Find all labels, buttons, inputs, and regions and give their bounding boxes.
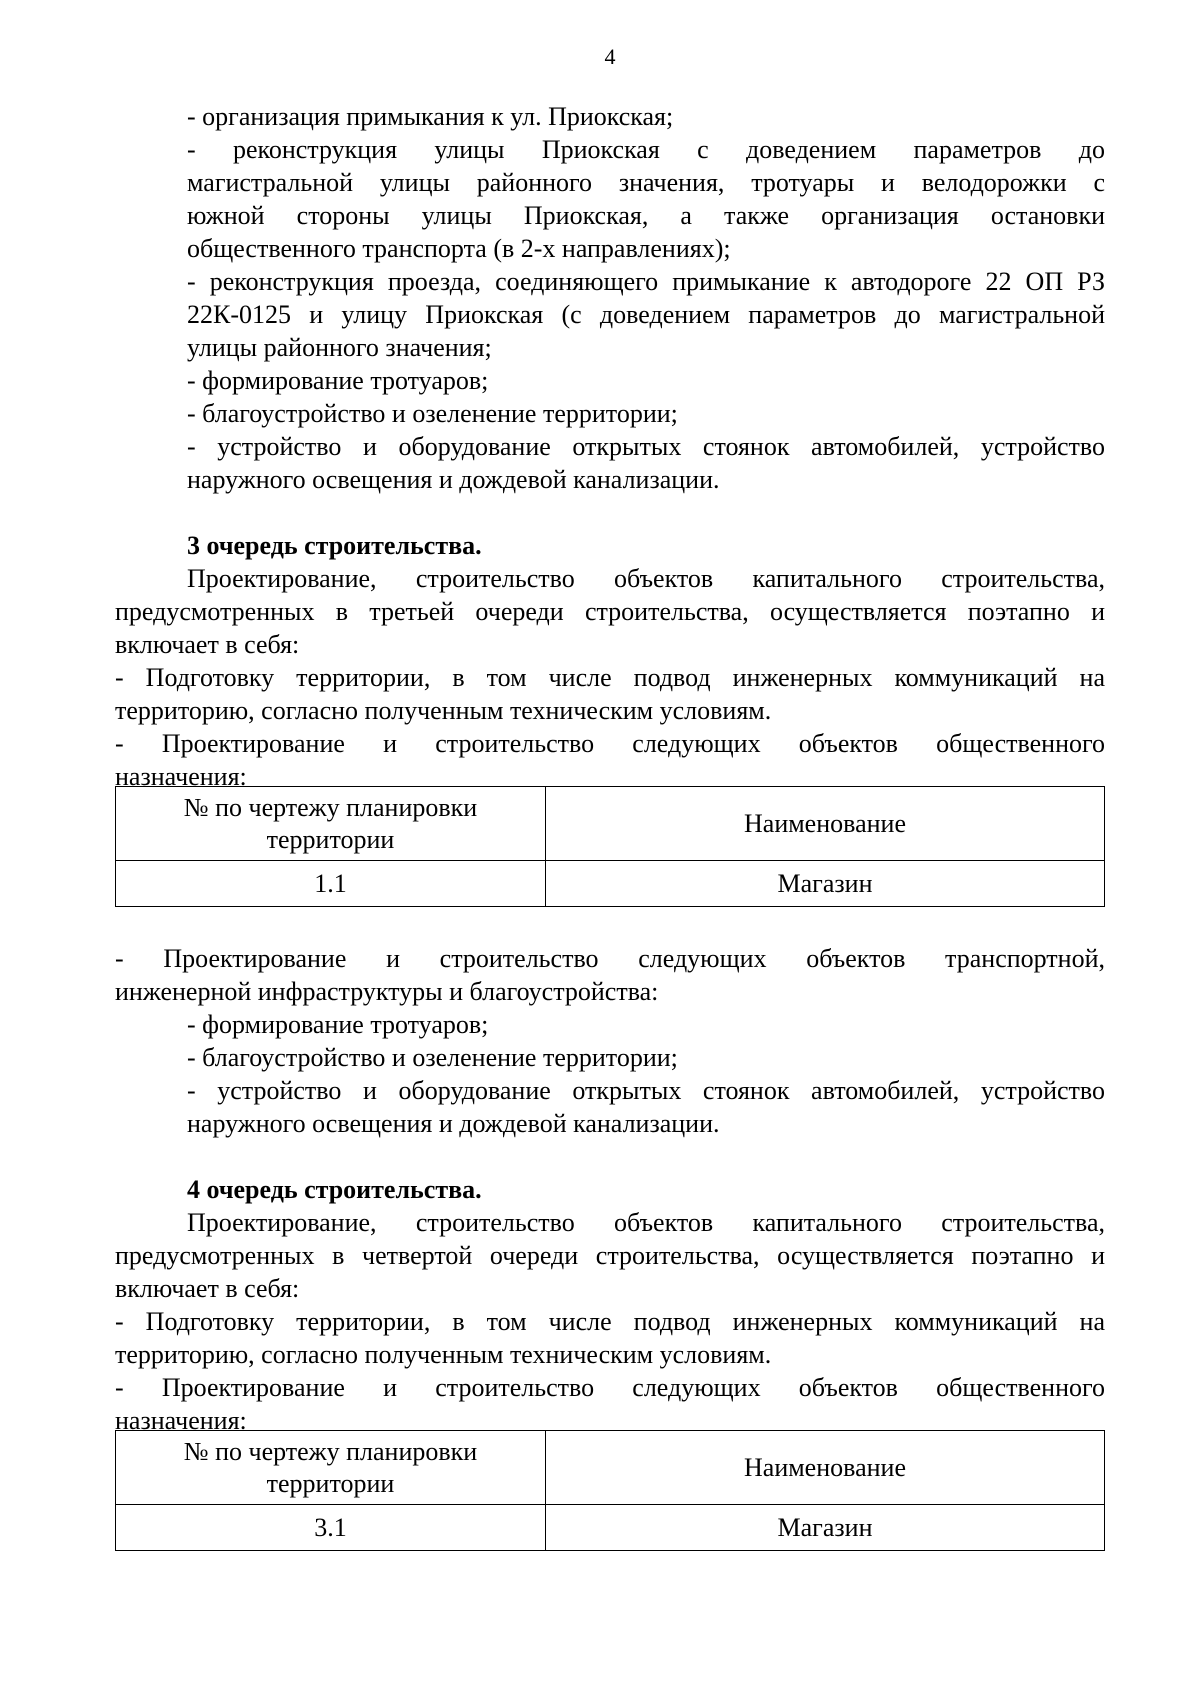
text-line: Проектирование, строительство объектов капитального строительства, bbox=[187, 1208, 1105, 1237]
table-cell: 3.1 bbox=[116, 1505, 546, 1551]
text-line: включает в себя: bbox=[115, 630, 300, 659]
table-header-cell: Наименование bbox=[546, 1431, 1105, 1505]
section-heading: 3 очередь строительства. bbox=[187, 531, 482, 560]
page-number: 4 bbox=[604, 44, 616, 69]
text-line: назначения: bbox=[115, 1406, 247, 1435]
table-header-row bbox=[116, 787, 1105, 861]
table-header-cell: № по чертежу планировки территории bbox=[116, 787, 546, 861]
text-line: - организация примыкания к ул. Приокская; bbox=[187, 102, 674, 131]
table-row bbox=[116, 1505, 1105, 1551]
text-line: - Проектирование и строительство следующих объектов транспортной, bbox=[115, 944, 1105, 973]
text-line: общественного транспорта (в 2-х направлениях); bbox=[187, 234, 731, 263]
table-header-row bbox=[116, 1431, 1105, 1505]
text-line: территорию, согласно полученным техническим условиям. bbox=[115, 1340, 772, 1369]
text-line: назначения: bbox=[115, 762, 247, 791]
text-line: территорию, согласно полученным техническим условиям. bbox=[115, 696, 772, 725]
text-line: инженерной инфраструктуры и благоустройства: bbox=[115, 977, 659, 1006]
text-line: наружного освещения и дождевой канализации. bbox=[187, 465, 720, 494]
text-line: - формирование тротуаров; bbox=[187, 366, 489, 395]
text-line: предусмотренных в третьей очереди строительства, осуществляется поэтапно и bbox=[115, 597, 1105, 626]
text-line: - реконструкция улицы Приокская с доведением параметров до bbox=[187, 135, 1105, 164]
objects-table-1 bbox=[115, 786, 1105, 907]
text-line: южной стороны улицы Приокская, а также организация остановки bbox=[187, 201, 1105, 230]
objects-table-2 bbox=[115, 1430, 1105, 1551]
table-row bbox=[116, 861, 1105, 907]
section-heading: 4 очередь строительства. bbox=[187, 1175, 482, 1204]
text-line: магистральной улицы районного значения, тротуары и велодорожки с bbox=[187, 168, 1105, 197]
text-line: - устройство и оборудование открытых стоянок автомобилей, устройство bbox=[187, 432, 1105, 461]
text-line: - Проектирование и строительство следующих объектов общественного bbox=[115, 729, 1105, 758]
text-line: - реконструкция проезда, соединяющего примыкание к автодороге 22 ОП РЗ bbox=[187, 267, 1105, 296]
table-cell: Магазин bbox=[546, 861, 1105, 907]
text-line: - Проектирование и строительство следующих объектов общественного bbox=[115, 1373, 1105, 1402]
text-line: - формирование тротуаров; bbox=[187, 1010, 489, 1039]
text-line: - благоустройство и озеленение территории; bbox=[187, 399, 678, 428]
text-line: - благоустройство и озеленение территории; bbox=[187, 1043, 678, 1072]
table-cell: 1.1 bbox=[116, 861, 546, 907]
text-line: - Подготовку территории, в том числе подвод инженерных коммуникаций на bbox=[115, 1307, 1105, 1336]
text-line: улицы районного значения; bbox=[187, 333, 492, 362]
text-line: предусмотренных в четвертой очереди строительства, осуществляется поэтапно и bbox=[115, 1241, 1105, 1270]
text-line: наружного освещения и дождевой канализации. bbox=[187, 1109, 720, 1138]
text-line: включает в себя: bbox=[115, 1274, 300, 1303]
text-line: Проектирование, строительство объектов капитального строительства, bbox=[187, 564, 1105, 593]
text-line: 22К-0125 и улицу Приокская (с доведением параметров до магистральной bbox=[187, 300, 1105, 329]
table-header-cell: № по чертежу планировки территории bbox=[116, 1431, 546, 1505]
table-cell: Магазин bbox=[546, 1505, 1105, 1551]
table-header-cell: Наименование bbox=[546, 787, 1105, 861]
text-line: - Подготовку территории, в том числе подвод инженерных коммуникаций на bbox=[115, 663, 1105, 692]
text-line: - устройство и оборудование открытых стоянок автомобилей, устройство bbox=[187, 1076, 1105, 1105]
